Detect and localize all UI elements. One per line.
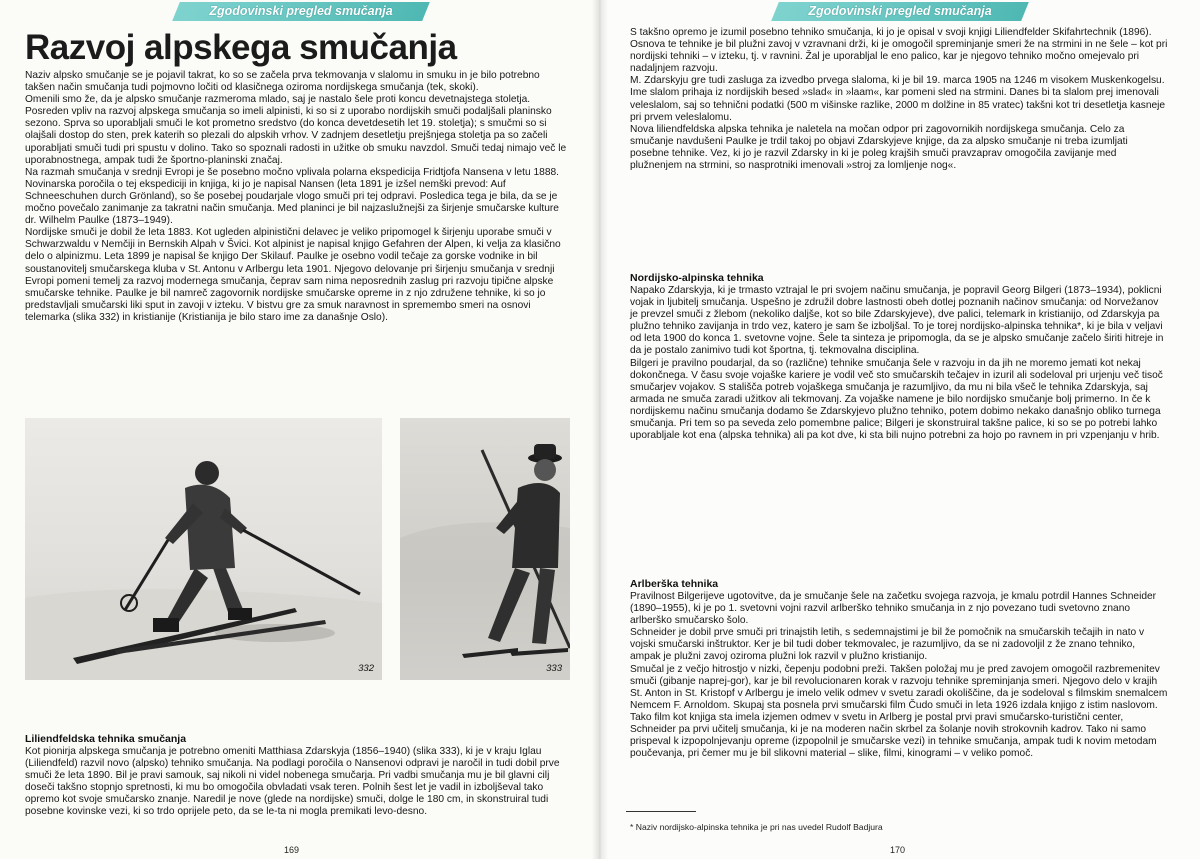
right-paragraph: Nova liliendfeldska alpska tehnika je naletela na močan odpor pri zagovornikih nordijskega smučanja. Celo za smučanje navdušeni Paulke je trdil takoj po objavi Zdarskyjeve knjige, da za alpsko smučanje ni treba izumljati posebne tehnike. Vez, ki jo je razvil Zdarsky in ki je poleg krajših smuči pravzaprav omogočila zavijanje med plužnenjem na strmini, so nasprotniki imenovali »stroj za lomljenje nog«. xyxy=(630,123,1128,172)
intro-text-block xyxy=(25,70,570,324)
right-paragraph: Napako Zdarskyja, ki je trmasto vztrajal le pri svojem načinu smučanja, je popravil Georg Bilgeri (1873–1934), poklicni vojak in ljubitelj smučanja. Uspešno je združil dobre lastnosti obeh dotlej poznanih načinov smučanja: od Norvežanov je prevzel smuči z žlebom (nekoliko daljše, kot so bile Zdarskyjeve), dve palici, telemark in kristianijo, od Zdarskyja pa plužno tehniko zavijanja in trdo vez, katero je sam še izboljšal. To je torej nordijsko-alpinska tehnika*, ki je bila v veljavi od leta 1900 do konca 1. svetovne vojne. Šele ta sinteza je pripomogla, da se je alpsko smučanje začelo širiti hitreje in da je postalo zanimivo tudi kot športna, tj. tekmovalna disciplina. xyxy=(630,285,1164,357)
chapter-banner-right xyxy=(771,2,1029,21)
page-number-left: 169 xyxy=(284,845,300,855)
section-heading-nordic-alpine: Nordijsko-alpinska tehnika xyxy=(630,272,764,284)
right-paragraph: Smučal je z večjo hitrostjo v nizki, čepenju podobni preži. Takšen položaj mu je pred zavojem omogočil razbremenitev smuči (gibanje naprej-gor), kar je bil revolucionaren korak v razvoju tehnike spreminjanja smeri. Njegovo delo v krajih St. Anton in St. Kristopf v Arlbergu je imelo velik odmev v svetu zaradi okoliščine, da je sodeloval s filmskim snemalcem Nemcem F. Arnoldom. Skupaj sta posnela prvi smučarski film Čudo smuči in leta 1926 izdala knjigo z istim naslovom. Tako film kot knjiga sta imela izjemen odmev v svetu in Arlberg je postal prvi pravi smučarsko-turistični center, Schneider pa prvi učitelj smučanja, ki je na moderen način skrbel za šolanje novih strokovnih kadrov. Tako ni samo prispeval k izpopolnjevanju opreme (izpopolnil je smučarske vezi) in tehnike smučanja, ampak tudi k novim metodam poučevanja, pri čemer mu je bil slikovni material – slike, filmi, kinogrami – v veliko pomoč. xyxy=(630,663,1168,760)
chapter-banner-right-text: Zgodovinski pregled smučanja xyxy=(808,4,992,18)
chapter-banner-left-text: Zgodovinski pregled smučanja xyxy=(209,4,393,18)
section-text-nordic-alpine xyxy=(630,285,1168,442)
intro-paragraph: Omenili smo že, da je alpsko smučanje razmeroma mlado, saj je nastalo šele proti koncu devetnajstega stoletja. Posreden vpliv na razvoj alpskega smučanja so imeli alpinisti, ki so si z uporabo nordijskih smuči podaljšali planinsko sezono. Sprva so uporabljali smuči le kot prometno sredstvo (do konca devetdesetih let 19. stoletja); s smučmi so si olajšali dostop do sten, prek katerih so plezali do alpskih vrhov. V zadnjem desetletju prejšnjega stoletja pa so začeli uporabljati smuči tudi pri spustu v dolino. Tako so spoznali radosti in užitke ob smuku navzdol. Smuči tedaj nimajo več le uporabnostnega, ampak tudi že športno-planinski značaj. xyxy=(25,94,567,166)
intro-paragraph: Na razmah smučanja v srednji Evropi je še posebno močno vplivala polarna ekspedicija Fridtjofa Nansena v letu 1888. Novinarska poročila o tej ekspediciji in knjiga, ki jo je napisal Nansen (leta 1891 je izšel nemški prevod: Auf Schneeschuhen durch Grönland), so še posebej poudarjale vlogo smuči pri tej odpravi. Posledica tega je bila, da se je močno povečalo zanimanje za takratni način smučanja. Med planinci je bil najzaslužnejši za širjenje smučarske kulture dr. Wilhelm Paulke (1873–1949). xyxy=(25,166,559,227)
intro-paragraph: Nordijske smuči je dobil že leta 1883. Kot ugleden alpinistični delavec je veliko pripomogel k širjenju uporabe smuči v Schwarzwaldu v Nemčiji in Bernskih Alpah v Švici. Kot alpinist je napisal knjigo Gefahren der Alpen, ki velja za klasično delo o alpinizmu. Leta 1899 je napisal še knjigo Der Skilauf. Paulke je osebno vodil tečaje za gorske vodnike in bil soustanovitelj smučarskega kluba v St. Antonu v Arlbergu leta 1901. Njegovo delovanje pri širjenju smučanja v srednji Evropi pomeni temelj za razvoj modernega smučanja, čeprav sam nima neposrednih zaslug pri razvoju tipične alpske smučarske tehnike. Paulke je bil namreč zagovornik nordijske smučarske opreme in z njo združene tehnike, ki so jo predstavljali smučarski liki sput in zavoji v izteku. V bistvu gre za smuk naravnost in spremembo smeri na osnovi telemarka (slika 332) in kristianije (Kristianija je bilo staro ime za današnje Oslo). xyxy=(25,227,561,323)
figure-number-333: 333 xyxy=(546,663,562,674)
section-paragraph: Kot pionirja alpskega smučanja je potrebno omeniti Matthiasa Zdarskyja (1856–1940) (slika 333), ki je v kraju Iglau (Liliendfeld) razvil novo (alpsko) tehniko smučanja. Na podlagi poročila o Nansenovi odpravi je naročil in tudi dobil prve smuči že leta 1890. Bil je pravi samouk, saj nikoli ni videl nobenega smučarja. Pri vadbi smučanja mu je bil glavni cilj doseči takšno stopnjo spretnosti, ki mu bo omogočila obvladati vsak teren. Polnih šest let je vadil in izboljševal tako opremo kot svoje smučarsko znanje. Naredil je nove (glede na nordijske) smuči, dolge le 180 cm, in skonstruiral tudi posebne kovinske vezi, ki so trdo oprijele peto, da se le-ta ni mogla premikati levo-desno. xyxy=(25,746,560,818)
book-gutter xyxy=(592,0,608,859)
section-heading-arlberg: Arlberška tehnika xyxy=(630,578,719,590)
figure-number-332: 332 xyxy=(358,663,374,674)
intro-paragraph: Naziv alpsko smučanje se je pojavil takrat, ko so se začela prva tekmovanja v slalomu in smuku in je bilo potrebno takšen način smučanja tudi pojmovno ločiti od klasičnega oziroma nordijskega smučanja (tek, skoki). xyxy=(25,70,540,94)
footnote: * Naziv nordijsko-alpinska tehnika je pri nas uvedel Rudolf Badjura xyxy=(630,822,883,832)
right-paragraph: S takšno opremo je izumil posebno tehniko smučanja, ki jo je opisal v svoji knjigi Liliendfelder Skifahrtechnik (1896). Osnova te tehnike je bil plužni zavoj v vzravnani drži, ki je omogočil spreminjanje smeri že na strmini in ne šele – kot pri nordijski tehniki – v izteku, tj. v ravnini. Žal je uporabljal le eno palico, kar je njegovo tehniko močno omejevalo pri nadaljnjem razvoju. xyxy=(630,27,1168,75)
right-paragraph: Bilgeri je pravilno poudarjal, da so (različne) tehnike smučanja šele v razvoju in da jih ne moremo jemati kot nekaj dokončnega. V času svoje vojaške kariere je vodil več sto smučarskih tečajev in izuril ali sodeloval pri urjenju več tisoč smučarjev vojakov. S stališča potreb vojaškega smučanja je razumljivo, da mu ni bila všeč le tehnika Zdarskyja, saj armada ne smuča zaradi užitkov ali tekmovanj. Za vojaške namene je bilo nordijsko smučanje bolj primerno. In če k nordijskemu načinu smučanja dodamo še Zdarskyjevo plužno tehniko, potem dobimo nekako današnjo obliko turnega smučanja. Pri tem so pa seveda zelo pomembne palice; Bilgeri je skonstruiral takšne palice, ki so se po potrebi lahko uporabljale kot ena (alpska tehnika) ali pa kot dve, ki sta bili nujno potrebni za hojo po ravnem in pri vzpenjanju v hrib. xyxy=(630,357,1163,442)
right-top-text-block xyxy=(630,27,1168,172)
skier-photo-332 xyxy=(25,418,382,680)
section-text-arlberg xyxy=(630,591,1168,760)
zdarsky-photo-333 xyxy=(400,418,570,680)
section-text-lilienfeld xyxy=(25,746,570,819)
section-heading-lilienfeld: Liliendfeldska tehnika smučanja xyxy=(25,733,187,745)
page-number-right: 170 xyxy=(890,845,906,855)
page-title: Razvoj alpskega smučanja xyxy=(25,28,457,67)
chapter-banner-left xyxy=(172,2,430,21)
right-paragraph: M. Zdarskyju gre tudi zasluga za izvedbo prvega slaloma, ki je bil 19. marca 1905 na 1246 m visokem Muskenkogelsu. Ime slalom prihaja iz nordijskih besed »slad« in »laam«, kar pomeni sled na strmini. Danes bi ta slalom prej imenovali veleslalom, saj so tehnični podatki (500 m višinske razlike, 2000 m dolžine in 85 vratec) takšni kot tri desetletja kasneje pri prvem veleslalomu. xyxy=(630,75,1166,123)
right-paragraph: Schneider je dobil prve smuči pri trinajstih letih, s sedemnajstimi je bil že pomočnik na smučarskih tečajih in nato v vojski smučarski inštruktor. Ker je bil tudi dober tekmovalec, je razumljivo, da se ni zadovoljil z že znano tehniko, ampak je plužni zavoj oziroma plužni lok razvil v plužno kristianijo. xyxy=(630,627,1145,663)
right-paragraph: Pravilnost Bilgerijeve ugotovitve, da je smučanje šele na začetku svojega razvoja, je kmalu potrdil Hannes Schneider (1890–1955), ki je po 1. svetovni vojni razvil arlberško tehniko smučanja in z njo povezano tudi svetovno znano arlberško smučarsko šolo. xyxy=(630,591,1157,627)
footnote-divider xyxy=(626,811,696,812)
